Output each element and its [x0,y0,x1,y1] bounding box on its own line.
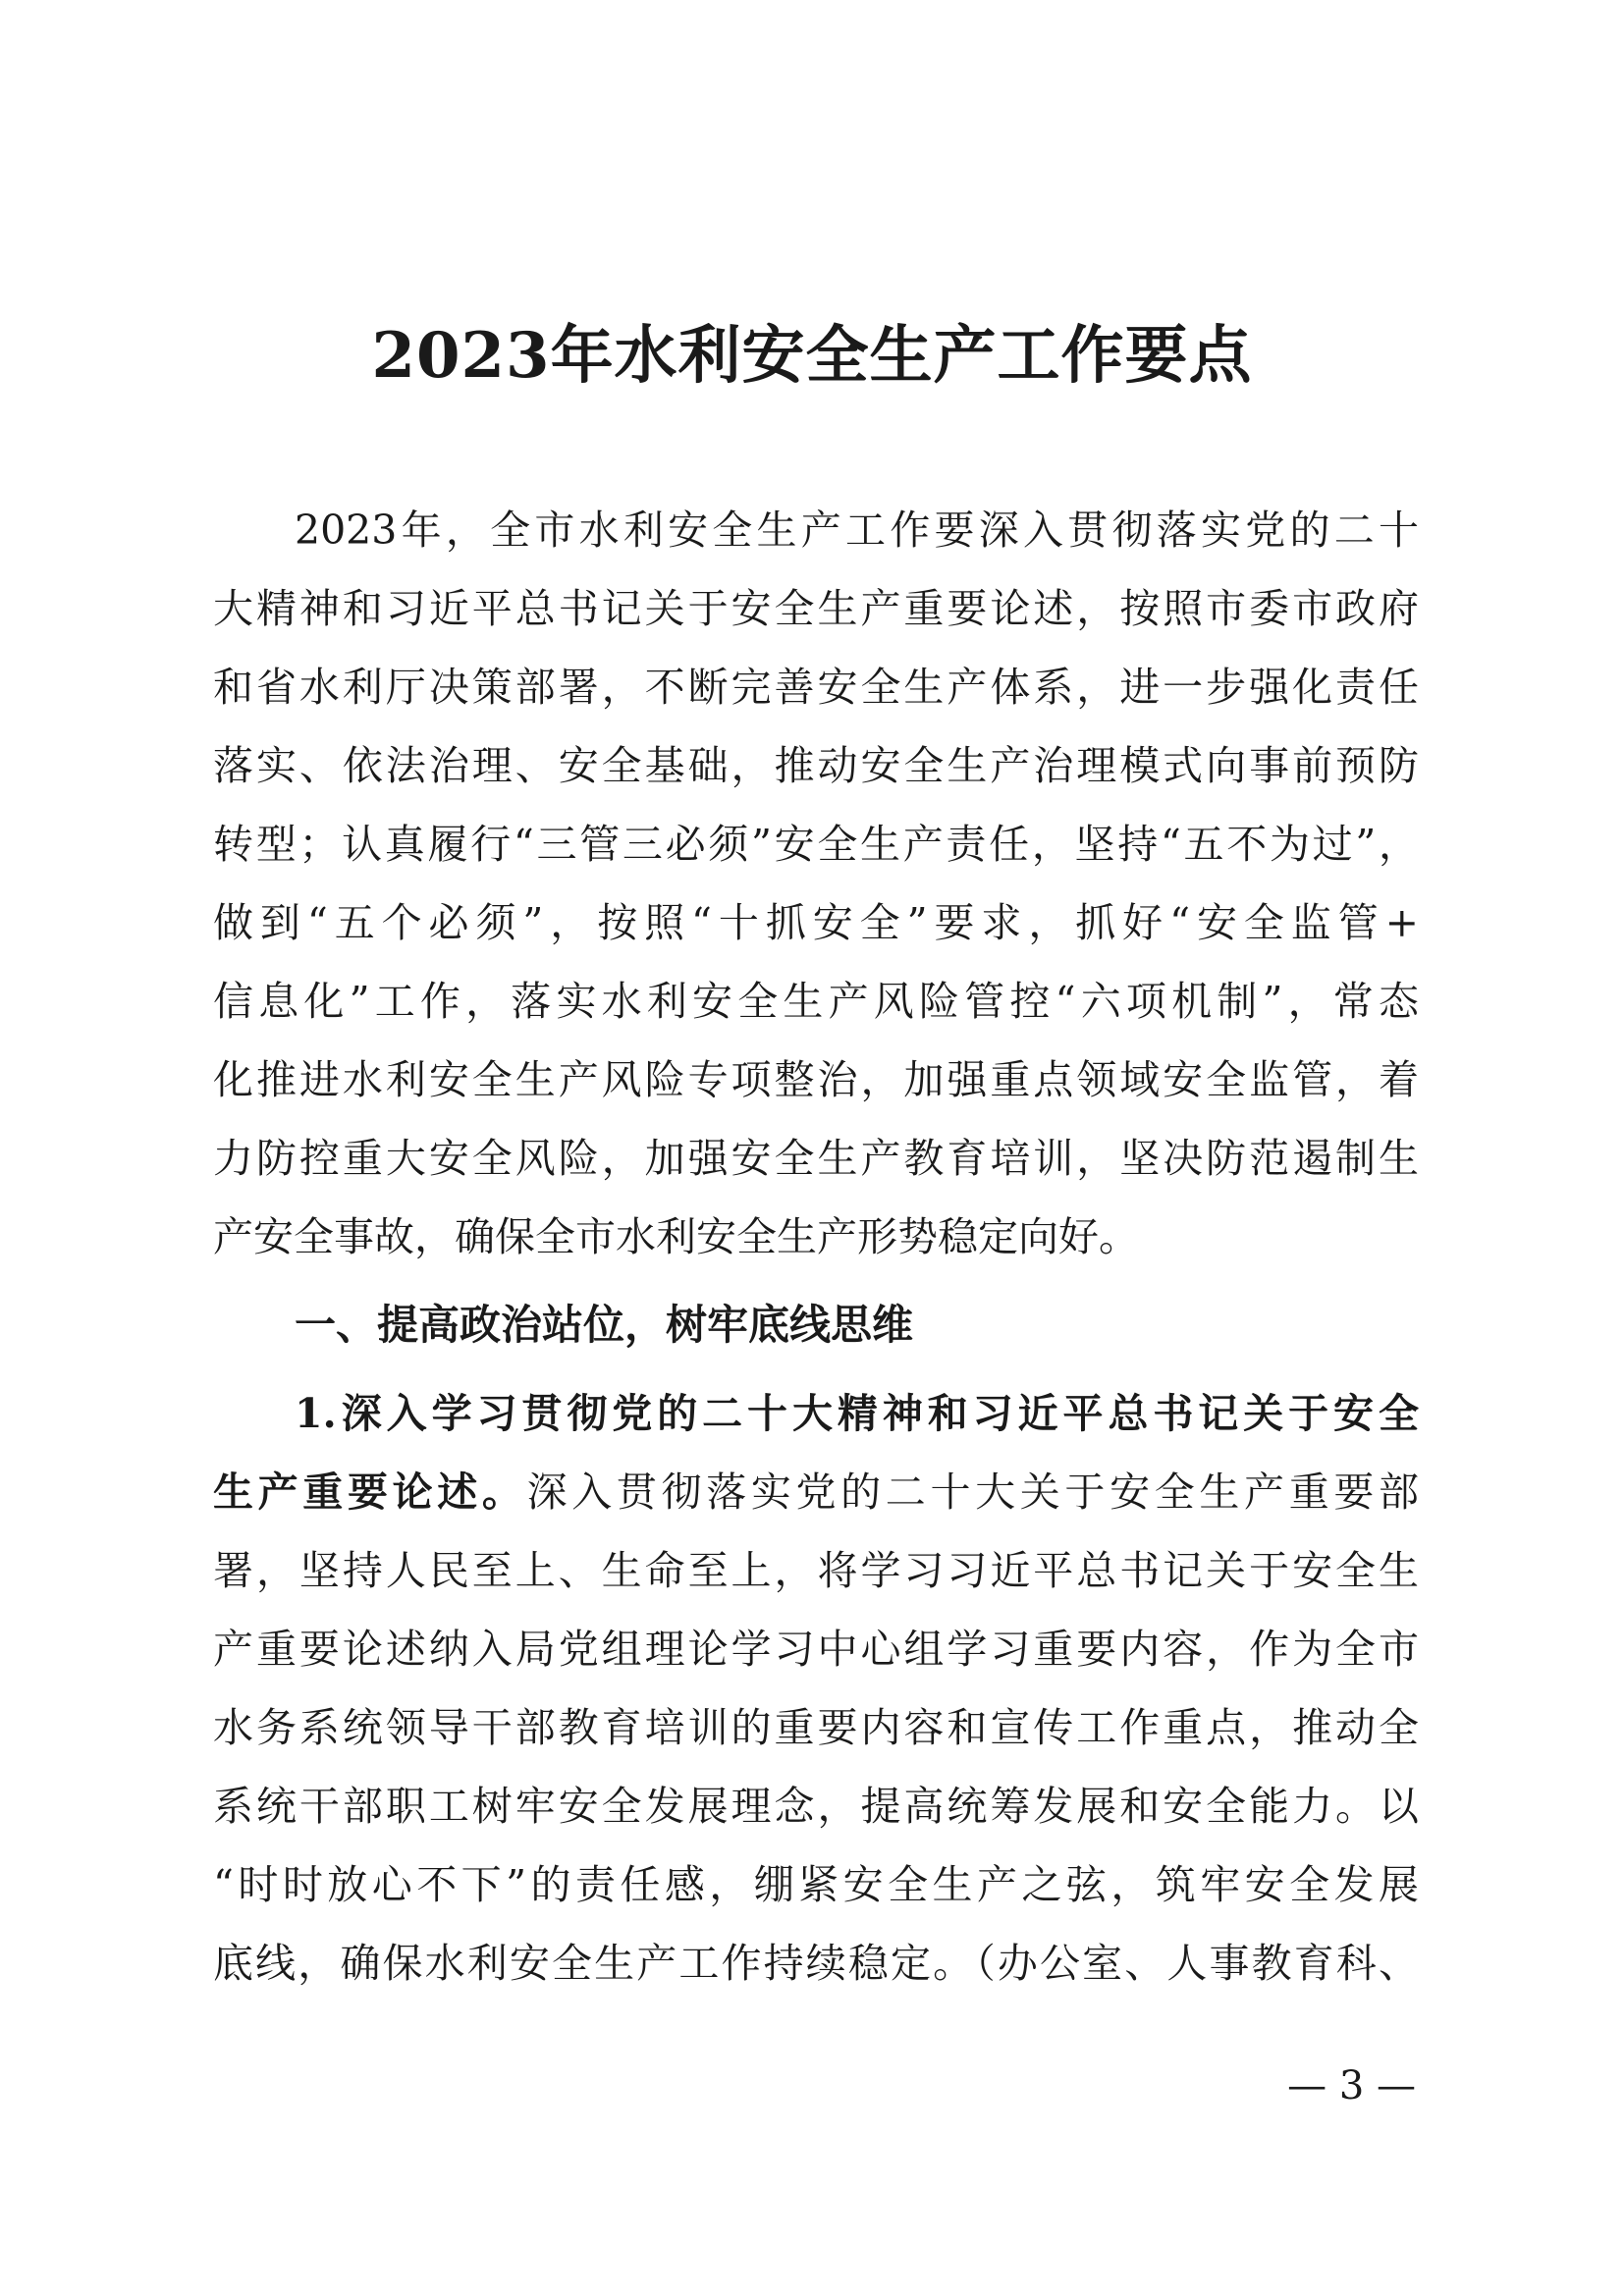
item-line: 底线，确保水利安全生产工作持续稳定。（办公室、人事教育科、 [213,1940,1419,1987]
intro-line: 化推进水利安全生产风险专项整治，加强重点领域安全监管，着 [213,1056,1419,1103]
intro-line: 信息化”工作，落实水利安全生产风险管控“六项机制”，常态 [213,978,1419,1025]
page-number: — 3 — [1287,2063,1416,2109]
item-line [213,1453,1419,1531]
item-line: 产重要论述纳入局党组理论学习中心组学习重要内容，作为全市 [213,1626,1419,1673]
intro-line: 产安全事故，确保全市水利安全生产形势稳定向好。 [213,1213,1139,1260]
section-heading: 一、提高政治站位，树牢底线思维 [295,1301,914,1349]
intro-line: 落实、依法治理、安全基础，推动安全生产治理模式向事前预防 [213,742,1419,789]
item-heading-lead: 生产重要论述。 [213,1468,527,1516]
item-heading-line: 1.深入学习贯彻党的二十大精神和习近平总书记关于安全 [295,1390,1419,1437]
item-line: 署，坚持人民至上、生命至上，将学习习近平总书记关于安全生 [213,1547,1419,1594]
intro-line: 做到“五个必须”，按照“十抓安全”要求，抓好“安全监管+ [213,899,1419,946]
item-line: “时时放心不下”的责任感，绷紧安全生产之弦，筑牢安全发展 [213,1861,1419,1908]
item-line-rest: 深入贯彻落实党的二十大关于安全生产重要部 [526,1468,1419,1516]
intro-line: 和省水利厅决策部署，不断完善安全生产体系，进一步强化责任 [213,664,1419,711]
intro-line: 大精神和习近平总书记关于安全生产重要论述，按照市委市政府 [213,585,1419,632]
document-title: 2023年水利安全生产工作要点 [371,319,1253,393]
intro-line: 2023年，全市水利安全生产工作要深入贯彻落实党的二十 [295,507,1419,554]
intro-line: 转型；认真履行“三管三必须”安全生产责任，坚持“五不为过”， [213,821,1419,868]
item-line: 水务系统领导干部教育培训的重要内容和宣传工作重点，推动全 [213,1704,1419,1751]
item-line: 系统干部职工树牢安全发展理念，提高统筹发展和安全能力。以 [213,1783,1419,1830]
intro-line: 力防控重大安全风险，加强安全生产教育培训，坚决防范遏制生 [213,1135,1419,1182]
